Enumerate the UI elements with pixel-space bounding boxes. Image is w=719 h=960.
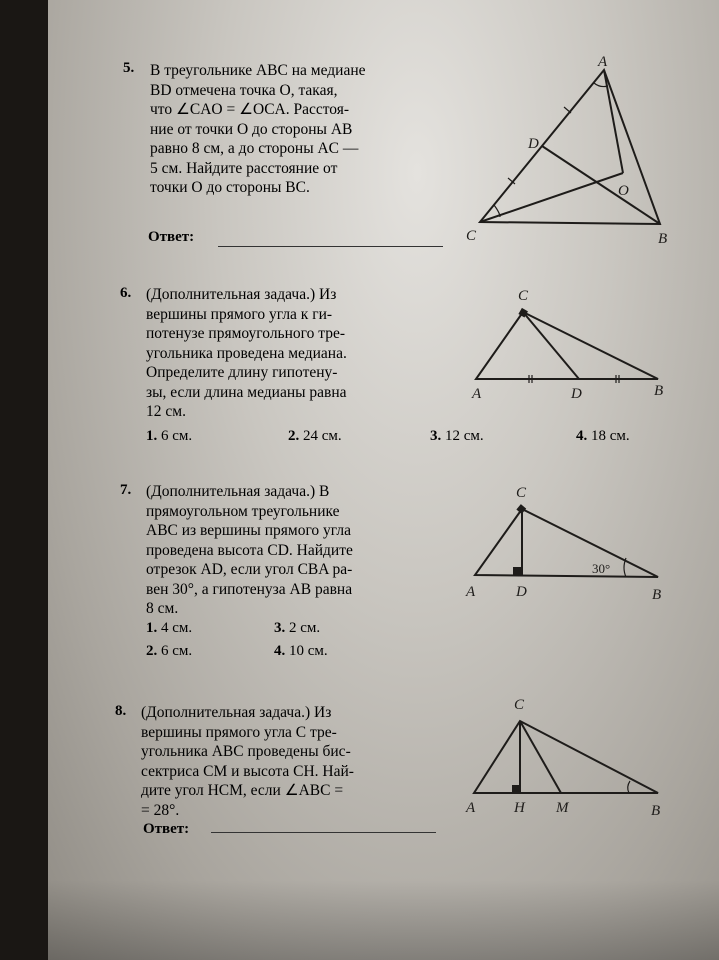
label-m: M	[556, 800, 569, 816]
option-2[interactable]: 2. 6 см.	[146, 643, 193, 659]
label-b: B	[654, 383, 664, 399]
option-4[interactable]: 4. 10 см.	[274, 643, 328, 659]
label-c: C	[516, 485, 527, 501]
answer-field[interactable]	[211, 832, 436, 833]
text-line: отрезок AD, если угол CBA ра-	[146, 561, 353, 578]
text-line: (Дополнительная задача.) Из	[141, 704, 332, 721]
triangle-figure-6	[458, 285, 708, 405]
text-line: угольника проведена медиана.	[146, 344, 347, 362]
problem-text	[146, 285, 444, 422]
text-line: сектриса CM и высота CH. Най-	[141, 762, 354, 780]
option-1[interactable]: 1. 4 см.	[146, 620, 193, 636]
label-b: B	[658, 231, 668, 247]
text-line: (Дополнительная задача.) В	[146, 483, 330, 500]
text-line: угольника ABC проведены бис-	[141, 743, 351, 760]
label-a: A	[472, 386, 482, 402]
text-line: равно 8 см, а до стороны AC —	[150, 140, 359, 157]
answer-label: Ответ:	[148, 229, 195, 245]
option-4[interactable]: 4. 18 см.	[576, 428, 630, 444]
label-d: D	[571, 386, 582, 402]
label-a: A	[466, 800, 476, 816]
label-a: A	[598, 54, 608, 70]
problem-text	[150, 61, 445, 198]
text-line: В треугольнике ABC на медиане	[150, 62, 366, 79]
triangle-abc	[480, 70, 660, 224]
option-3[interactable]: 3. 12 см.	[430, 428, 484, 444]
triangle-abc	[474, 721, 658, 793]
median-bd	[542, 146, 660, 224]
label-c: C	[514, 697, 525, 713]
right-angle-mark	[513, 567, 521, 575]
triangle-figure-8	[458, 695, 708, 825]
problem-number: 8.	[115, 703, 127, 719]
page-shadow	[48, 880, 719, 960]
label-d: D	[516, 584, 527, 600]
answer-field[interactable]	[218, 246, 443, 247]
text-line: вершины прямого угла C тре-	[141, 723, 337, 741]
angle-label: 30°	[592, 561, 611, 576]
worksheet-page	[48, 0, 719, 960]
label-c: C	[466, 228, 477, 244]
text-line: дите угол HCM, если ∠ABC =	[141, 782, 344, 799]
median-cd	[523, 312, 579, 379]
text-line: что ∠CAO = ∠OCA. Расстоя-	[150, 101, 350, 118]
label-o: O	[618, 183, 629, 199]
label-h: H	[514, 800, 525, 816]
problem-number: 7.	[120, 482, 132, 498]
text-line: ABC из вершины прямого угла	[146, 522, 351, 539]
label-b: B	[652, 587, 662, 603]
label-b: B	[651, 803, 661, 819]
text-line: зы, если длина медианы равна	[146, 383, 347, 401]
text-line: (Дополнительная задача.) Из	[146, 286, 337, 303]
triangle-figure-7	[458, 480, 708, 610]
problem-number: 5.	[123, 60, 135, 76]
text-line: Определите длину гипотену-	[146, 364, 338, 381]
text-line: BD отмечена точка O, такая,	[150, 81, 338, 99]
problem-number: 6.	[120, 285, 132, 301]
text-line: потенузе прямоугольного тре-	[146, 325, 346, 342]
text-line: вен 30°, а гипотенуза AB равна	[146, 580, 353, 598]
text-line: 12 см.	[146, 403, 186, 420]
label-a: A	[466, 584, 476, 600]
triangle-abc	[475, 509, 658, 577]
text-line: прямоугольном треугольнике	[146, 502, 340, 520]
text-line: вершины прямого угла к ги-	[146, 305, 333, 323]
option-2[interactable]: 2. 24 см.	[288, 428, 342, 444]
problem-text	[141, 703, 441, 820]
problem-text	[146, 482, 444, 619]
text-line: 5 см. Найдите расстояние от	[150, 159, 338, 177]
tick-mark	[564, 107, 571, 113]
segment-ao	[604, 70, 623, 173]
triangle-figure-5	[448, 55, 718, 255]
option-1[interactable]: 1. 6 см.	[146, 428, 193, 444]
text-line: точки O до стороны BC.	[150, 179, 310, 196]
right-angle-mark	[516, 504, 526, 514]
triangle-abc	[476, 312, 658, 379]
text-line: 8 см.	[146, 600, 179, 617]
right-angle-mark	[512, 785, 519, 792]
text-line: ние от точки O до стороны AB	[150, 120, 353, 138]
label-c: C	[518, 288, 529, 304]
option-3[interactable]: 3. 2 см.	[274, 620, 321, 636]
text-line: = 28°.	[141, 801, 180, 819]
segment-co	[480, 173, 623, 222]
label-d: D	[528, 136, 539, 152]
angle-arc	[628, 781, 630, 793]
answer-label: Ответ:	[143, 821, 190, 837]
text-line: проведена высота CD. Найдите	[146, 541, 353, 559]
